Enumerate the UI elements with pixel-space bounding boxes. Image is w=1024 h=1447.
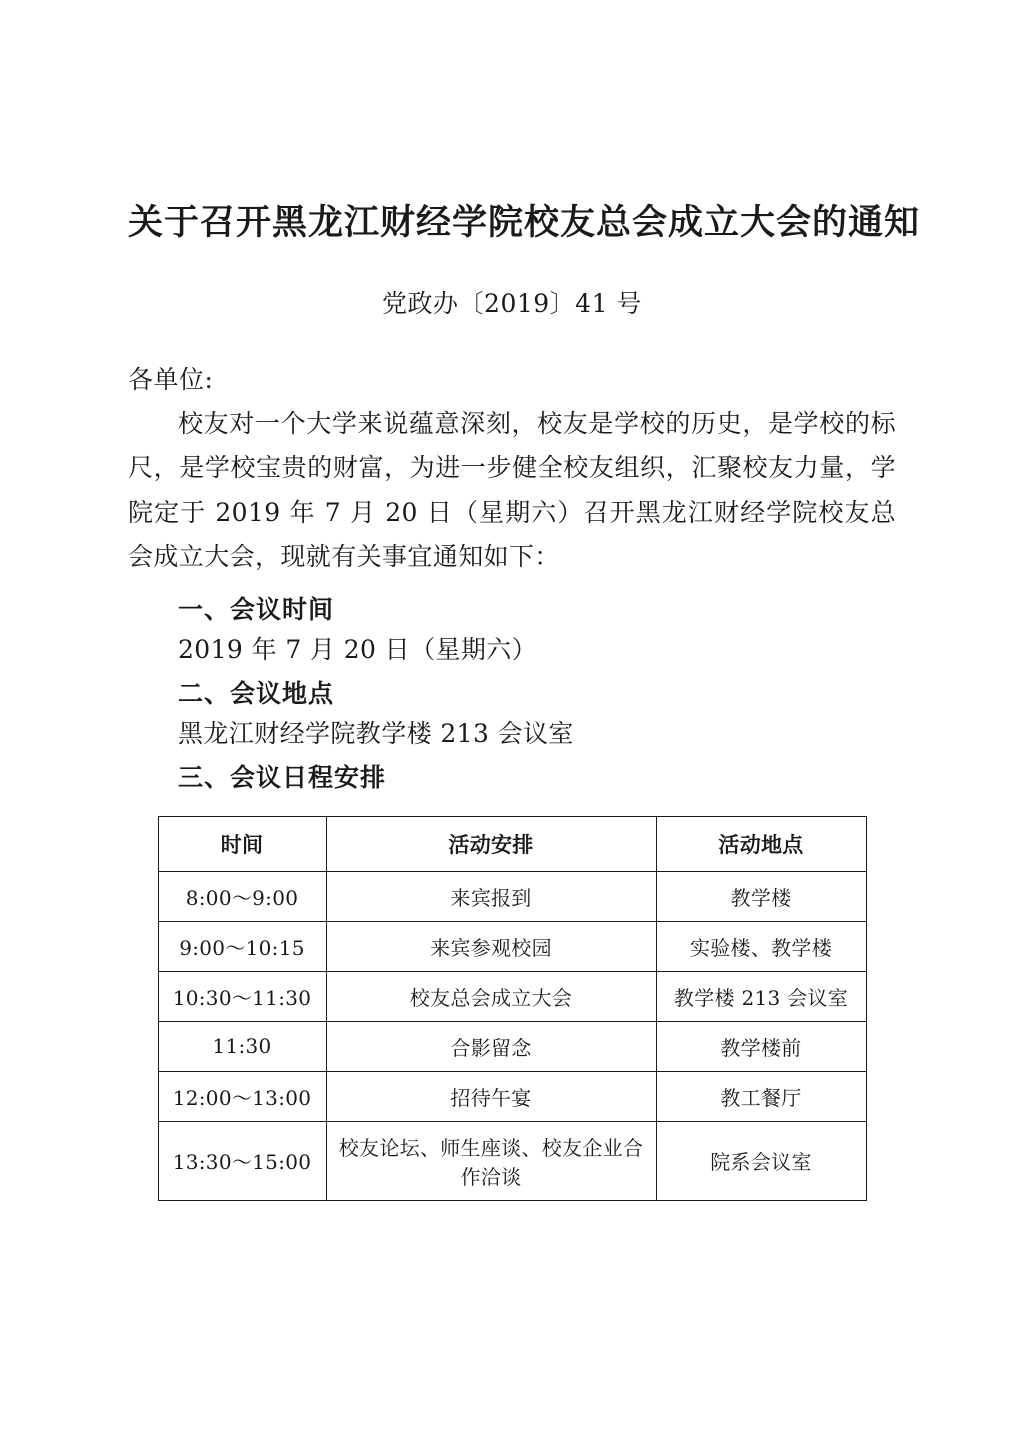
- cell-location: 教学楼: [656, 871, 866, 921]
- body-paragraph: 校友对一个大学来说蕴意深刻，校友是学校的历史，是学校的标尺，是学校宝贵的财富，为进一步健全校友组织，汇聚校友力量，学院定于 2019 年 7 月 20 日（星期六）召开黑龙江财经学院校友总会成立大会，现就有关事宜通知如下：: [128, 408, 896, 571]
- cell-location: 院系会议室: [656, 1121, 866, 1200]
- cell-activity: 来宾参观校园: [326, 921, 656, 971]
- table-header-row: [158, 816, 866, 871]
- column-header-location: 活动地点: [656, 816, 866, 871]
- column-header-time: 时间: [158, 816, 326, 871]
- section-text-meeting-time: 2019 年 7 月 20 日（星期六）: [178, 634, 538, 664]
- document-number: 党政办〔2019〕41 号: [382, 288, 642, 318]
- cell-location: 实验楼、教学楼: [656, 921, 866, 971]
- cell-activity: 招待午宴: [326, 1071, 656, 1121]
- cell-time: 12:00～13:00: [158, 1071, 326, 1121]
- cell-activity: 来宾报到: [326, 871, 656, 921]
- cell-activity: 校友总会成立大会: [326, 971, 656, 1021]
- page-title: 关于召开黑龙江财经学院校友总会成立大会的通知: [128, 202, 921, 243]
- cell-time: 11:30: [158, 1021, 326, 1071]
- salutation: 各单位:: [128, 364, 214, 394]
- table-row: [158, 871, 866, 921]
- cell-time: 13:30～15:00: [158, 1121, 326, 1200]
- cell-location: 教学楼前: [656, 1021, 866, 1071]
- cell-activity: 校友论坛、师生座谈、校友企业合作洽谈: [326, 1121, 656, 1200]
- cell-location: 教学楼 213 会议室: [656, 971, 866, 1021]
- cell-time: 9:00～10:15: [158, 921, 326, 971]
- section-heading-meeting-time: 一、会议时间: [178, 594, 335, 624]
- cell-time: 8:00～9:00: [158, 871, 326, 921]
- schedule-table-wrapper: [128, 816, 896, 1201]
- section-text-meeting-place: 黑龙江财经学院教学楼 213 会议室: [178, 718, 574, 748]
- section-heading-schedule: 三、会议日程安排: [178, 762, 387, 792]
- table-row: [158, 1071, 866, 1121]
- schedule-table: [158, 816, 867, 1201]
- table-row: [158, 921, 866, 971]
- table-row: [158, 1121, 866, 1200]
- column-header-activity: 活动安排: [326, 816, 656, 871]
- cell-time: 10:30～11:30: [158, 971, 326, 1021]
- table-row: [158, 971, 866, 1021]
- table-row: [158, 1021, 866, 1071]
- cell-location: 教工餐厅: [656, 1071, 866, 1121]
- cell-activity: 合影留念: [326, 1021, 656, 1071]
- section-heading-meeting-place: 二、会议地点: [178, 678, 335, 708]
